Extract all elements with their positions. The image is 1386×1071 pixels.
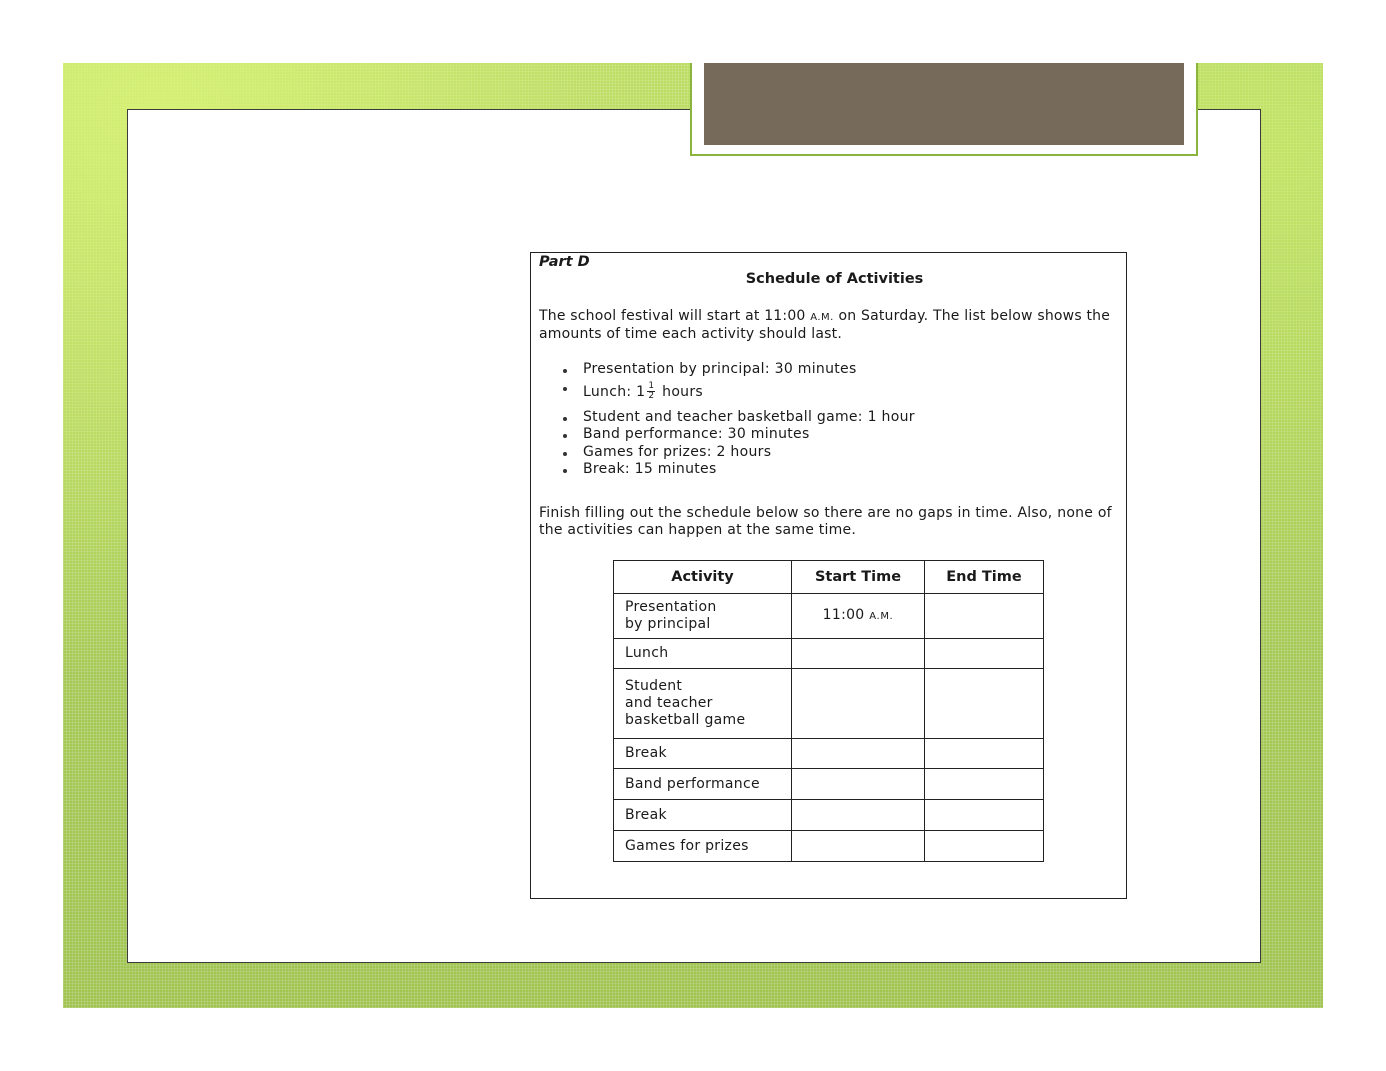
fraction-half [647,382,655,401]
end-time-cell [925,831,1044,862]
start-time-cell [792,669,925,739]
instructions-paragraph: Finish filling out the schedule below so there are no gaps in time. Also, none of the activities can happen at the same time. [539,505,1112,538]
activity-line: Games for prizes [625,837,749,854]
end-time-cell [925,739,1044,769]
end-time-cell [925,769,1044,800]
activity-cell [614,800,792,831]
activity-line: Lunch [625,645,669,661]
list-item: Student and teacher basketball game: 1 hour [563,409,915,427]
activity-cell [614,831,792,862]
activity-line: Presentation [625,599,717,615]
activity-cell [614,639,792,669]
activity-cell [614,594,792,639]
activity-line: Student [625,678,683,694]
intro-am-label: A.M. [810,312,834,323]
part-label: Part D [539,254,590,270]
activity-line: basketball game [625,712,746,728]
table-row [614,831,1044,862]
worksheet-title: Schedule of Activities [745,271,924,287]
fraction-numerator: 1 [648,381,655,391]
table-row [614,669,1044,739]
fraction-denominator: 2 [648,391,655,401]
intro-paragraph [539,308,1121,343]
activity-cell [614,669,792,739]
table-row [614,769,1044,800]
start-time-cell [792,800,925,831]
header-end-time: End Time [925,561,1044,594]
start-time-value: 11:00 [822,607,865,623]
table-row [614,639,1044,669]
start-time-cell [792,831,925,862]
intro-text-end: on Saturday. The list below shows the amounts of time each activity should last. [539,308,1111,342]
start-time-cell [792,739,925,769]
schedule-table [613,560,1044,862]
activity-cell [614,739,792,769]
intro-text-start: The school festival will start at 11:00 [539,308,811,324]
slide-title-bar [704,63,1184,145]
activity-line: and teacher [625,695,713,711]
end-time-cell [925,639,1044,669]
list-item: Band performance: 30 minutes [563,426,915,444]
start-time-cell [792,769,925,800]
lunch-prefix: Lunch: 1 [583,383,646,400]
lunch-suffix: hours [657,383,704,400]
activity-line: Break [625,806,667,823]
list-item: Presentation by principal: 30 minutes [563,361,915,379]
start-time-cell [792,639,925,669]
start-time-suffix: A.M. [869,611,894,622]
activity-line: Break [625,745,667,761]
list-item: Games for prizes: 2 hours [563,444,915,462]
end-time-cell [925,594,1044,639]
activity-line: Band performance [625,775,760,792]
end-time-cell [925,800,1044,831]
table-header-row [614,561,1044,594]
slide-title-placeholder [690,63,1198,156]
list-item: Break: 15 minutes [563,461,915,479]
activity-line: by principal [625,616,711,632]
activity-duration-list [563,361,915,479]
list-item [563,379,915,409]
table-row [614,739,1044,769]
worksheet-image [530,252,1127,899]
header-start-time: Start Time [792,561,925,594]
start-time-cell [792,594,925,639]
end-time-cell [925,669,1044,739]
table-row [614,594,1044,639]
table-row [614,800,1044,831]
activity-cell [614,769,792,800]
header-activity: Activity [614,561,792,594]
